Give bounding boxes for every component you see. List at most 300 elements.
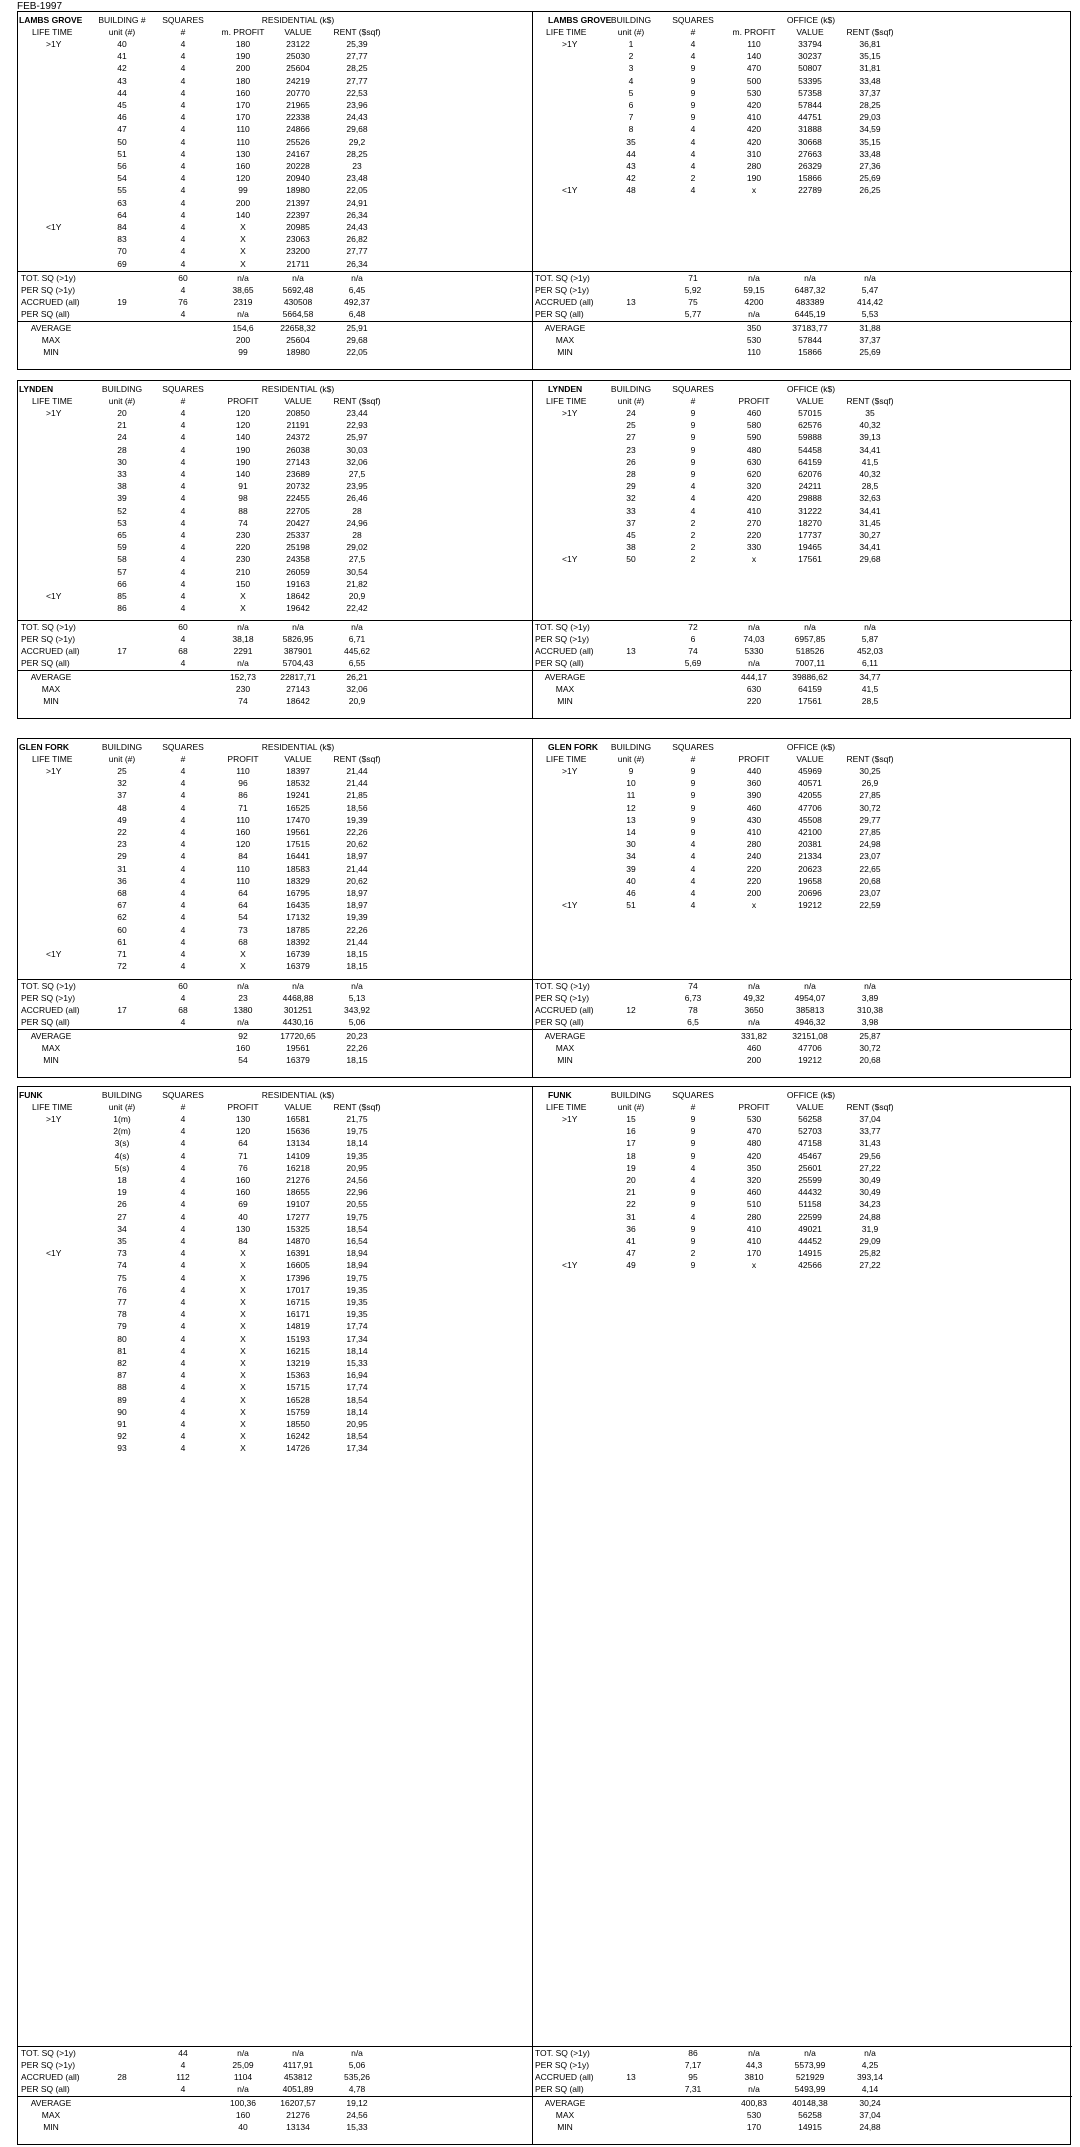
lifetime-marker: <1Y <box>562 1260 578 1271</box>
squares-cell: 4 <box>180 863 186 874</box>
stat-label: ACCRUED (all) <box>535 646 594 656</box>
stat-value: n/a <box>804 981 816 991</box>
profit-cell: X <box>240 1419 246 1429</box>
summary-profit: 350 <box>746 323 762 333</box>
value-cell: 42100 <box>798 827 822 837</box>
value-cell: 18270 <box>798 517 822 528</box>
stat-profit: n/a <box>237 981 249 991</box>
value-cell: 42055 <box>798 790 822 801</box>
rent-cell: 21,44 <box>346 936 368 947</box>
rent-cell: 26,25 <box>859 185 881 196</box>
unit-cell: 42 <box>626 173 636 184</box>
profit-cell: 280 <box>746 161 762 171</box>
summary-label: MAX <box>555 684 575 694</box>
rent-cell: 16,54 <box>346 1236 368 1246</box>
unit-cell: 47 <box>117 124 127 135</box>
lifetime-marker: <1Y <box>46 591 62 601</box>
unit-cell: 26 <box>117 1199 127 1210</box>
stat-profit: 1380 <box>233 1005 253 1015</box>
value-cell: 33794 <box>798 39 822 49</box>
stat-label: PER SQ (all) <box>21 1017 70 1027</box>
unit-cell: 91 <box>117 1419 127 1429</box>
profit-cell: 91 <box>238 481 248 492</box>
value-cell: 40571 <box>798 778 822 789</box>
summary-profit: 530 <box>746 2110 762 2120</box>
office-table <box>532 739 1072 1077</box>
stat-value: 4468,88 <box>282 993 314 1003</box>
value-cell: 24219 <box>286 75 310 86</box>
rent-cell: 22,93 <box>346 420 368 431</box>
stat-value: 5664,58 <box>282 309 314 319</box>
rent-cell: 18,14 <box>346 1406 368 1417</box>
squares-cell: 4 <box>690 875 696 886</box>
sq-header: # <box>180 754 186 764</box>
unit-cell: 40 <box>626 875 636 886</box>
summary-profit: 40 <box>238 2122 248 2132</box>
value-cell: 25030 <box>286 51 310 62</box>
stat-squares: 5,77 <box>684 309 702 319</box>
value-cell: 24211 <box>798 481 822 492</box>
summary-value: 22817,71 <box>280 672 316 682</box>
rent-cell: 27,77 <box>346 75 368 86</box>
rent-cell: 25,97 <box>346 432 368 443</box>
rent-cell: 29,68 <box>346 124 368 135</box>
profit-cell: x <box>751 1260 757 1271</box>
stat-rent: 5,87 <box>861 634 879 644</box>
value-cell: 19658 <box>798 875 822 886</box>
stat-value: n/a <box>292 2048 304 2058</box>
unit-cell: 20 <box>626 1175 636 1185</box>
lifetime-header: LIFE TIME <box>546 27 587 37</box>
profit-cell: X <box>240 1260 246 1271</box>
value-header: VALUE <box>284 396 312 406</box>
value-cell: 21397 <box>286 197 310 208</box>
rent-cell: 24,96 <box>346 517 368 528</box>
rent-cell: 23,44 <box>346 408 368 418</box>
squares-cell: 4 <box>180 63 186 74</box>
office-table <box>532 1087 1072 2144</box>
stat-profit: 3810 <box>744 2072 764 2082</box>
summary-value: 39886,62 <box>792 672 828 682</box>
profit-cell: 240 <box>746 851 762 862</box>
stat-profit: 59,15 <box>743 285 765 295</box>
squares-cell: 4 <box>180 578 186 589</box>
summary-value: 15866 <box>798 347 822 357</box>
summary-rent: 30,24 <box>859 2098 881 2108</box>
stat-rent: 4,14 <box>861 2084 879 2094</box>
stat-profit: 38,18 <box>232 634 254 644</box>
stat-value: 4117,91 <box>282 2060 314 2070</box>
stat-building: 19 <box>117 297 127 307</box>
summary-value: 13134 <box>286 2122 310 2132</box>
squares-cell: 4 <box>180 469 186 479</box>
summary-value: 57844 <box>798 335 822 345</box>
profit-cell: 190 <box>235 51 251 62</box>
sq-header: # <box>180 27 186 37</box>
summary-label: MAX <box>41 2110 61 2120</box>
unit-cell: 1 <box>628 39 634 49</box>
stat-profit: n/a <box>748 273 760 283</box>
value-cell: 16605 <box>286 1260 310 1271</box>
lifetime-marker: >1Y <box>46 39 62 49</box>
value-cell: 31888 <box>798 124 822 135</box>
value-cell: 17277 <box>286 1211 310 1222</box>
rent-cell: 24,56 <box>346 1175 368 1185</box>
rent-cell: 30,25 <box>859 766 881 776</box>
profit-cell: 420 <box>746 124 762 135</box>
rent-cell: 22,53 <box>346 87 368 98</box>
stat-value: n/a <box>804 273 816 283</box>
value-cell: 24372 <box>286 432 310 443</box>
profit-cell: 140 <box>235 469 251 479</box>
summary-profit: 230 <box>235 684 251 694</box>
squares-cell: 4 <box>180 790 186 801</box>
unit-cell: 36 <box>117 875 127 886</box>
profit-cell: 88 <box>238 505 248 516</box>
unit-cell: 9 <box>628 766 634 776</box>
stat-rent: n/a <box>351 981 363 991</box>
squares-cell: 4 <box>180 1382 186 1393</box>
unit-cell: 88 <box>117 1382 127 1393</box>
squares-cell: 4 <box>180 161 186 171</box>
squares-cell: 4 <box>180 778 186 789</box>
value-cell: 21334 <box>798 851 822 862</box>
squares-cell: 4 <box>180 87 186 98</box>
profit-cell: X <box>240 1394 246 1405</box>
profit-cell: 130 <box>235 1114 251 1124</box>
squares-header: SQUARES <box>672 384 714 394</box>
summary-value: 14915 <box>798 2122 822 2132</box>
profit-cell: 220 <box>235 542 251 553</box>
value-cell: 21711 <box>286 258 310 269</box>
value-cell: 57015 <box>798 408 822 418</box>
profit-cell: X <box>240 1321 246 1332</box>
stat-profit: 23 <box>238 993 248 1003</box>
unit-header: unit (#) <box>617 1102 645 1112</box>
value-cell: 25526 <box>286 136 310 147</box>
value-cell: 24358 <box>286 554 310 565</box>
value-cell: 62076 <box>798 469 822 479</box>
stat-rent: 393,14 <box>857 2072 883 2082</box>
rent-cell: 21,44 <box>346 863 368 874</box>
unit-cell: 2 <box>628 51 634 62</box>
report-date: FEB-1997 <box>17 1 63 12</box>
profit-header: PROFIT <box>738 396 770 406</box>
summary-value: 22658,32 <box>280 323 316 333</box>
summary-rent: 26,21 <box>346 672 368 682</box>
stat-squares: 5,92 <box>684 285 702 295</box>
profit-cell: X <box>240 591 246 601</box>
unit-cell: 24 <box>626 408 636 418</box>
value-cell: 19465 <box>798 542 822 553</box>
stat-value: 7007,11 <box>794 658 826 668</box>
value-cell: 44452 <box>798 1236 822 1246</box>
rent-cell: 19,35 <box>346 1297 368 1307</box>
profit-cell: 410 <box>746 505 762 516</box>
stat-profit: n/a <box>237 2084 249 2094</box>
profit-header: PROFIT <box>738 1102 770 1112</box>
value-cell: 30237 <box>798 51 822 62</box>
stat-profit: 2319 <box>233 297 253 307</box>
summary-label: AVERAGE <box>30 672 72 682</box>
squares-cell: 9 <box>690 420 696 431</box>
stat-value: 5493,99 <box>794 2084 826 2094</box>
squares-cell: 9 <box>690 1199 696 1210</box>
rent-cell: 21,82 <box>346 578 368 589</box>
unit-cell: 65 <box>117 530 127 540</box>
rent-cell: 37,04 <box>859 1114 881 1124</box>
squares-cell: 9 <box>690 814 696 825</box>
squares-header: SQUARES <box>672 742 714 752</box>
rent-cell: 35 <box>865 408 875 418</box>
summary-profit: 220 <box>746 696 762 706</box>
unit-cell: 35 <box>626 136 636 147</box>
stat-profit: n/a <box>748 2084 760 2094</box>
value-cell: 18583 <box>286 863 310 874</box>
rent-cell: 18,97 <box>346 851 368 862</box>
rent-cell: 22,26 <box>346 827 368 837</box>
stats-divider <box>18 620 532 621</box>
rent-cell: 24,98 <box>859 839 881 850</box>
profit-cell: 270 <box>746 517 762 528</box>
rent-cell: 18,94 <box>346 1260 368 1271</box>
squares-cell: 4 <box>180 912 186 923</box>
summary-rent: 19,12 <box>346 2098 368 2108</box>
stats-divider <box>532 271 1072 272</box>
stat-rent: n/a <box>351 273 363 283</box>
stat-value: 385813 <box>795 1005 825 1015</box>
stat-label: PER SQ (all) <box>21 658 70 668</box>
profit-cell: 54 <box>238 912 248 923</box>
stat-squares: 75 <box>688 297 698 307</box>
unit-cell: 30 <box>626 839 636 850</box>
stat-profit: n/a <box>748 622 760 632</box>
value-cell: 47706 <box>798 802 822 813</box>
group-header: OFFICE (k$) <box>786 15 836 25</box>
profit-cell: 230 <box>235 554 251 565</box>
squares-cell: 9 <box>690 75 696 86</box>
summary-label: MIN <box>43 1055 59 1065</box>
profit-cell: 220 <box>746 863 762 874</box>
unit-cell: 84 <box>117 222 127 232</box>
rent-cell: 20,55 <box>346 1199 368 1210</box>
residential-table <box>18 1087 533 2144</box>
value-cell: 20850 <box>286 408 310 418</box>
value-cell: 27663 <box>798 148 822 159</box>
stat-value: 453812 <box>283 2072 313 2082</box>
summary-rent: 37,37 <box>859 335 881 345</box>
squares-header: SQUARES <box>162 742 204 752</box>
squares-cell: 4 <box>180 1138 186 1149</box>
squares-cell: 9 <box>690 444 696 455</box>
squares-cell: 4 <box>180 1321 186 1332</box>
squares-cell: 4 <box>180 1297 186 1307</box>
value-cell: 45969 <box>798 766 822 776</box>
squares-cell: 4 <box>180 814 186 825</box>
value-cell: 15193 <box>286 1333 310 1344</box>
rent-cell: 26,46 <box>346 493 368 504</box>
rent-cell: 33,77 <box>859 1126 881 1137</box>
lifetime-marker: >1Y <box>562 766 578 776</box>
profit-cell: 170 <box>235 100 251 110</box>
rent-cell: 30,27 <box>859 530 881 540</box>
squares-cell: 9 <box>690 408 696 418</box>
summary-profit: 331,82 <box>741 1031 767 1041</box>
squares-cell: 4 <box>180 924 186 935</box>
unit-cell: 85 <box>117 591 127 601</box>
squares-cell: 4 <box>180 100 186 110</box>
summary-label: MIN <box>557 1055 573 1065</box>
stat-building: 17 <box>117 646 127 656</box>
building-header: BUILDING <box>610 384 652 394</box>
unit-cell: 59 <box>117 542 127 553</box>
squares-cell: 4 <box>690 51 696 62</box>
unit-header: unit (#) <box>108 754 136 764</box>
summary-rent: 22,26 <box>346 1043 368 1053</box>
summary-rent: 29,68 <box>346 335 368 345</box>
unit-cell: 21 <box>626 1187 636 1198</box>
squares-cell: 9 <box>690 827 696 837</box>
value-cell: 18980 <box>286 185 310 196</box>
rent-cell: 20,62 <box>346 875 368 886</box>
unit-cell: 38 <box>626 542 636 553</box>
summary-label: AVERAGE <box>544 672 586 682</box>
stat-rent: 445,62 <box>344 646 370 656</box>
rent-cell: 25,82 <box>859 1248 881 1259</box>
rent-cell: 18,15 <box>346 961 368 972</box>
value-cell: 19642 <box>286 603 310 614</box>
rent-cell: 28,5 <box>861 481 879 492</box>
summary-profit: 444,17 <box>741 672 767 682</box>
stat-value: 4946,32 <box>794 1017 826 1027</box>
property-name: LYNDEN <box>548 384 583 394</box>
stat-profit: 3650 <box>744 1005 764 1015</box>
unit-cell: 15 <box>626 1114 636 1124</box>
squares-cell: 2 <box>690 173 696 184</box>
rent-cell: 18,15 <box>346 949 368 959</box>
profit-cell: 470 <box>746 1126 762 1137</box>
unit-cell: 47 <box>626 1248 636 1259</box>
rent-cell: 19,35 <box>346 1284 368 1295</box>
stat-profit: n/a <box>237 2048 249 2058</box>
profit-cell: 110 <box>236 766 250 776</box>
unit-cell: 34 <box>117 1223 127 1234</box>
profit-cell: 99 <box>238 185 248 196</box>
unit-cell: 19 <box>117 1187 127 1198</box>
rent-cell: 18,97 <box>346 888 368 898</box>
rent-cell: 27,5 <box>348 554 366 565</box>
stat-building: 13 <box>626 2072 636 2082</box>
unit-cell: 16 <box>626 1126 636 1137</box>
squares-cell: 4 <box>180 766 186 776</box>
value-cell: 16391 <box>286 1248 310 1259</box>
unit-cell: 22 <box>626 1199 636 1210</box>
property-section <box>17 380 1071 719</box>
unit-cell: 54 <box>117 173 127 184</box>
lifetime-header: LIFE TIME <box>32 396 73 406</box>
profit-cell: 500 <box>746 75 762 86</box>
unit-cell: 7 <box>628 112 634 123</box>
rent-cell: 22,65 <box>859 863 881 874</box>
stats-divider <box>532 620 1072 621</box>
stat-squares: 68 <box>178 1005 188 1015</box>
stat-label: ACCRUED (all) <box>21 2072 80 2082</box>
unit-cell: 63 <box>117 197 127 208</box>
summary-rent: 37,04 <box>859 2110 881 2120</box>
profit-cell: 420 <box>746 136 762 147</box>
unit-cell: 3(s) <box>114 1138 130 1149</box>
stat-value: 6957,85 <box>794 634 826 644</box>
unit-cell: 90 <box>117 1406 127 1417</box>
profit-cell: 160 <box>235 1175 251 1185</box>
unit-cell: 29 <box>626 481 636 492</box>
profit-cell: 140 <box>235 432 251 443</box>
stat-rent: n/a <box>864 273 876 283</box>
squares-cell: 4 <box>180 444 186 455</box>
rent-cell: 29,09 <box>859 1236 881 1246</box>
profit-cell: X <box>240 1358 246 1368</box>
summary-label: MAX <box>555 335 575 345</box>
squares-cell: 9 <box>690 1150 696 1161</box>
stat-label: PER SQ (>1y) <box>21 285 76 295</box>
squares-cell: 4 <box>180 1443 186 1454</box>
value-cell: 13219 <box>286 1358 310 1368</box>
profit-cell: 110 <box>236 863 250 874</box>
value-cell: 16715 <box>286 1297 310 1307</box>
stat-squares: 4 <box>180 1017 186 1027</box>
summary-profit: 400,83 <box>741 2098 767 2108</box>
squares-cell: 9 <box>690 432 696 443</box>
summary-profit: 54 <box>238 1055 248 1065</box>
unit-cell: 14 <box>626 827 636 837</box>
stat-label: TOT. SQ (>1y) <box>21 981 76 991</box>
squares-cell: 4 <box>180 1114 186 1124</box>
stat-squares: 4 <box>180 993 186 1003</box>
rent-cell: 19,39 <box>346 912 368 923</box>
stat-label: PER SQ (>1y) <box>21 993 76 1003</box>
profit-cell: 430 <box>746 814 762 825</box>
squares-cell: 4 <box>180 566 186 577</box>
unit-cell: 50 <box>117 136 127 147</box>
unit-cell: 8 <box>628 124 634 135</box>
squares-cell: 4 <box>180 148 186 159</box>
value-cell: 14726 <box>286 1443 310 1454</box>
residential-table <box>18 739 533 1077</box>
summary-rent: 25,91 <box>346 323 368 333</box>
summary-rent: 32,06 <box>346 684 368 694</box>
profit-cell: X <box>240 222 246 232</box>
value-cell: 19163 <box>286 578 310 589</box>
summary-label: AVERAGE <box>30 323 72 333</box>
rent-cell: 24,88 <box>859 1211 881 1222</box>
profit-cell: 86 <box>238 790 248 801</box>
unit-cell: 64 <box>117 209 127 220</box>
rent-cell: 31,81 <box>859 63 881 74</box>
rent-cell: 21,85 <box>346 790 368 801</box>
value-cell: 45467 <box>798 1150 822 1161</box>
squares-cell: 4 <box>180 1370 186 1381</box>
unit-cell: 28 <box>117 444 127 455</box>
profit-cell: 130 <box>235 148 251 159</box>
squares-cell: 9 <box>690 87 696 98</box>
squares-cell: 4 <box>180 1211 186 1222</box>
profit-cell: 170 <box>746 1248 762 1259</box>
squares-cell: 4 <box>180 936 186 947</box>
sq-header: # <box>180 396 186 406</box>
stat-rent: 3,98 <box>861 1017 879 1027</box>
stat-value: 301251 <box>283 1005 313 1015</box>
unit-cell: 3 <box>628 63 634 74</box>
